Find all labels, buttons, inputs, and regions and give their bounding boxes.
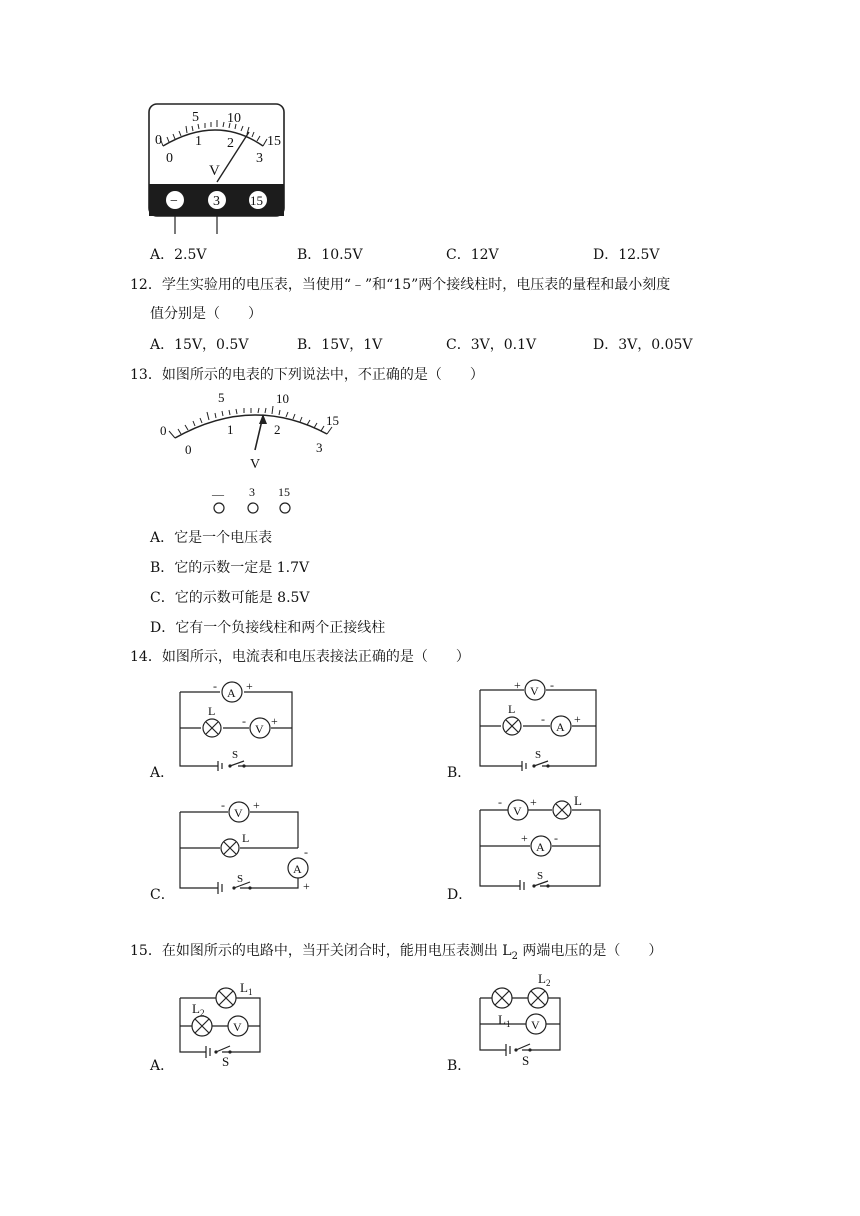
- upper-scale-10: 10: [276, 391, 289, 406]
- switch-label: S: [537, 870, 544, 882]
- q11-option-c[interactable]: C．12V: [446, 247, 499, 263]
- upper-scale-10: 10: [227, 111, 241, 126]
- q12-option-c[interactable]: C．3V，0.1V: [446, 337, 537, 353]
- voltmeter-symbol: V: [530, 684, 539, 698]
- voltmeter-symbol: V: [513, 804, 522, 818]
- switch-label: S: [535, 749, 542, 761]
- switch-label: S: [522, 1053, 530, 1068]
- switch-label: S: [232, 749, 239, 761]
- unit-label: V: [209, 163, 220, 179]
- q13-stem: 13．如图所示的电表的下列说法中，不正确的是（ ）: [130, 367, 484, 383]
- lamp-label: L: [242, 831, 250, 845]
- terminal-3-label: 3: [249, 485, 255, 499]
- minus-sign: -: [213, 679, 217, 693]
- q12-option-b[interactable]: B．15V，1V: [297, 337, 383, 353]
- minus-sign: -: [242, 714, 246, 728]
- q11-option-d[interactable]: D．12.5V: [593, 247, 660, 263]
- lower-scale-1: 1: [195, 134, 202, 149]
- minus-sign: -: [304, 845, 308, 859]
- terminal-neg: −: [170, 194, 178, 209]
- voltmeter-symbol: V: [233, 1020, 242, 1034]
- q14-option-b[interactable]: B．: [447, 765, 472, 781]
- upper-scale-15: 15: [326, 413, 339, 428]
- q15-option-b[interactable]: B．: [447, 1058, 472, 1074]
- voltmeter-symbol: V: [255, 722, 264, 736]
- plus-sign: +: [246, 679, 253, 693]
- minus-sign: -: [550, 678, 554, 692]
- upper-scale-5: 5: [192, 110, 199, 125]
- lamp-l2-label: $L_2$: [192, 1001, 205, 1018]
- terminal-15: 15: [250, 193, 263, 208]
- minus-sign: -: [221, 798, 225, 812]
- voltmeter-figure-q11: [145, 100, 290, 235]
- plus-sign: +: [253, 798, 260, 812]
- lower-scale-0: 0: [185, 442, 192, 457]
- q12-stem-line1: 12．学生实验用的电压表，当使用“﹣”和“15”两个接线柱时，电压表的量程和最小刻度: [130, 277, 671, 293]
- plus-sign: +: [521, 831, 528, 845]
- ammeter-symbol: A: [556, 720, 565, 734]
- q12-option-a[interactable]: A．15V，0.5V: [150, 337, 249, 353]
- switch-label: S: [237, 873, 244, 885]
- q15-stem: 15．在如图所示的电路中，当开关闭合时，能用电压表测出 $L_2$ 两端电压的是（ ）: [130, 943, 663, 962]
- q12-option-d[interactable]: D．3V，0.05V: [593, 337, 693, 353]
- lamp-l2-label: $L_2$: [538, 971, 551, 988]
- ammeter-symbol: A: [227, 686, 236, 700]
- lamp-label: L: [508, 702, 516, 716]
- circuit-q14-b: [470, 676, 610, 771]
- q13-option-b[interactable]: B．它的示数一定是 1.7V: [150, 560, 310, 576]
- q11-option-b[interactable]: B．10.5V: [297, 247, 363, 263]
- q13-option-c[interactable]: C．它的示数可能是 8.5V: [150, 590, 310, 606]
- lower-scale-2: 2: [274, 422, 281, 437]
- q14-stem: 14．如图所示，电流表和电压表接法正确的是（ ）: [130, 649, 470, 665]
- unit-label: V: [250, 457, 261, 472]
- plus-sign: +: [303, 879, 310, 893]
- plus-sign: +: [514, 678, 521, 692]
- lower-scale-2: 2: [227, 136, 234, 151]
- lower-scale-3: 3: [256, 151, 263, 166]
- minus-sign: -: [541, 712, 545, 726]
- terminal-neg-label: —: [212, 487, 224, 501]
- minus-sign: -: [498, 795, 502, 809]
- terminal-15-label: 15: [278, 485, 290, 499]
- upper-scale-0: 0: [160, 423, 167, 438]
- circuit-q15-b: [470, 968, 580, 1068]
- ammeter-symbol: A: [536, 840, 545, 854]
- q12-stem-line2: 值分别是（ ）: [150, 306, 262, 322]
- lower-scale-3: 3: [316, 440, 323, 455]
- lamp-label: L: [208, 704, 216, 718]
- voltmeter-figure-q13: [155, 388, 345, 518]
- q14-option-d[interactable]: D．: [447, 887, 473, 903]
- q14-option-c[interactable]: C．: [150, 887, 175, 903]
- q11-option-a[interactable]: A．2.5V: [150, 247, 207, 263]
- upper-scale-5: 5: [218, 390, 225, 405]
- q14-option-a[interactable]: A．: [150, 765, 175, 781]
- ammeter-symbol: A: [293, 862, 302, 876]
- upper-scale-0: 0: [155, 133, 162, 148]
- plus-sign: +: [271, 714, 278, 728]
- plus-sign: +: [574, 712, 581, 726]
- terminal-3: 3: [213, 194, 220, 209]
- upper-scale-15: 15: [267, 134, 281, 149]
- q15-option-a[interactable]: A．: [150, 1058, 175, 1074]
- switch-label: S: [222, 1054, 230, 1068]
- lower-scale-0: 0: [166, 151, 173, 166]
- voltmeter-symbol: V: [234, 806, 243, 820]
- lamp-l1-label: $L_1$: [498, 1012, 511, 1029]
- lamp-label: L: [574, 793, 582, 808]
- q13-option-a[interactable]: A．它是一个电压表: [150, 530, 273, 546]
- lamp-l1-label: $L_1$: [240, 980, 253, 997]
- plus-sign: +: [530, 795, 537, 809]
- circuit-q15-a: [170, 978, 280, 1068]
- lower-scale-1: 1: [227, 422, 234, 437]
- minus-sign: -: [554, 831, 558, 845]
- circuit-q14-a: [170, 678, 310, 773]
- q13-option-d[interactable]: D．它有一个负接线柱和两个正接线柱: [150, 620, 386, 636]
- voltmeter-symbol: V: [531, 1018, 540, 1032]
- circuit-q14-c: [170, 796, 330, 896]
- circuit-q14-d: [470, 790, 620, 890]
